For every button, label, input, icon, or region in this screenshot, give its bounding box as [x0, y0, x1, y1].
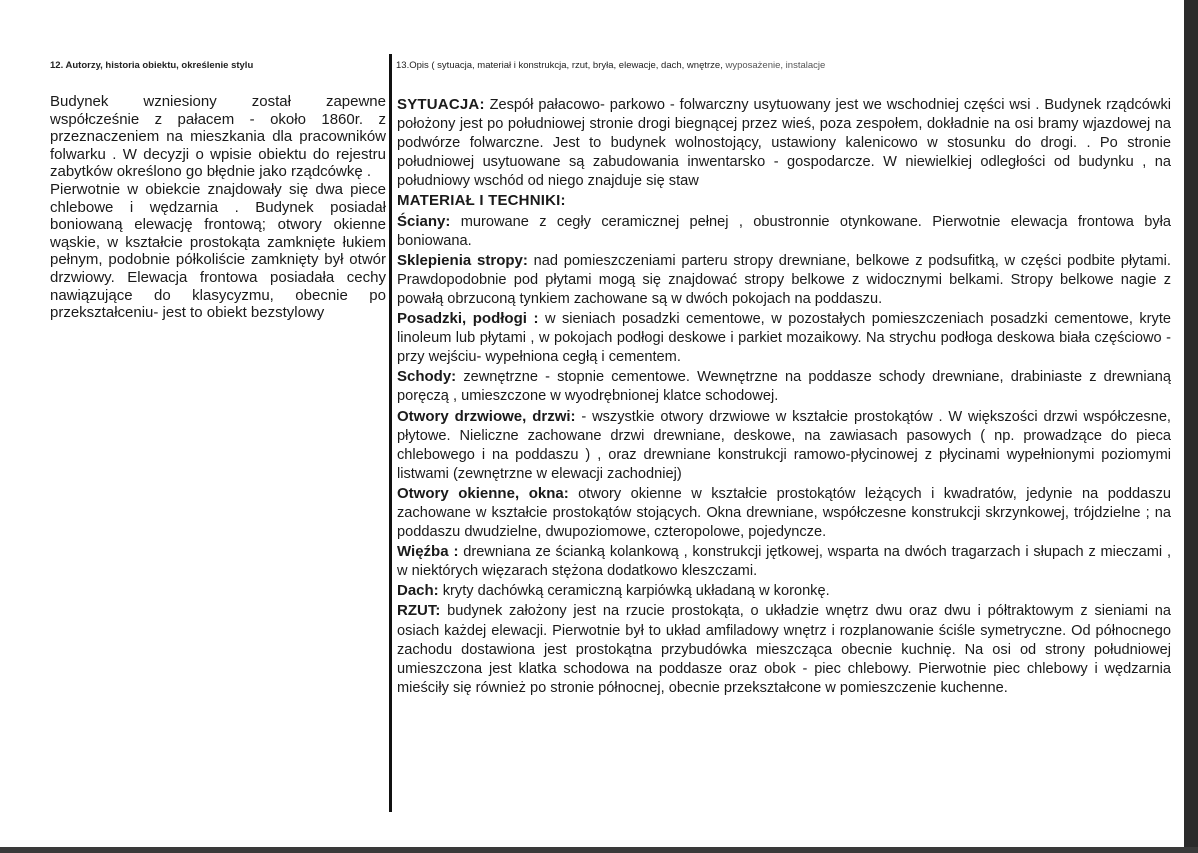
section-plan: [397, 601, 1171, 697]
section-situation: [397, 95, 1171, 191]
left-column-text: [50, 93, 386, 322]
section-text: budynek założony jest na rzucie prostokąta, o układzie wnętrz dwu oraz dwu i półtraktowym z sieniami na osiach każdej elewacji. Pierwotnie był to układ amfiladowy wnętrz i rozplanowanie ściśle symetryczne. Od północnego zachodu dostawiona jest prostokątna przybudówka mieszcząca obecnie kuchnię. Na osi od strony południowej umieszczona jest klatka schodowa na poddasze oraz obok - piec chlebowy. Pierwotnie piec chlebowy i wędzarnia mieściły się również po stronie północnej, obecnie przekształcone w pomieszczenie kuchenne.: [397, 603, 1171, 696]
section-doors: [397, 407, 1171, 484]
section-term: Dach:: [397, 582, 439, 600]
section-text: nad pomieszczeniami parteru stropy drewniane, belkowe z podsufitką, w części podbite płytami. Prawdopodobnie pod płytami mogą się znajdować stropy belkowe z widocznymi belkami. Stropy belkowe nagie z powałą obrzuconą tynkiem zachowane są w dwóch pokojach na poddaszu.: [397, 252, 1171, 307]
section-text: w sieniach posadzki cementowe, w pozostałych pomieszczeniach posadzki cementowe, kryte linoleum lub płytami , w pokojach podłogi deskowe i parkiet mozaikowy. Na strychu podłoga deskowa biała częściowo -przy wejściu- wypełniona cegłą i cementem.: [397, 311, 1171, 366]
section-term: Posadzki, podłogi :: [397, 310, 539, 328]
section-stairs: [397, 367, 1171, 406]
section-ceilings: [397, 251, 1171, 309]
right-header-light: wyposażenie, instalacje: [725, 60, 826, 71]
scan-edge-right: [1184, 0, 1198, 853]
section-text: zewnętrzne - stopnie cementowe. Wewnętrzne na poddasze schody drewniane, drabiniaste z drewnianą poręczą , umieszczone w wyodrębnionej klatce schodowej.: [397, 369, 1171, 405]
section-term: Schody:: [397, 368, 457, 386]
section-term: RZUT:: [397, 602, 441, 620]
section-text: otwory okienne w kształcie prostokątów leżących i kwadratów, jedynie na poddaszu zachowane w kształcie prostokątów stojących. Okna drewniane, współczesne konstrukcji skrzynkowej, trójdzielne ; na poddaszu dwudzielne, dwupoziomowe, czteropolowe, pojedyncze.: [397, 485, 1171, 541]
section-text: kryty dachówką ceramiczną karpiówką układaną w koronkę.: [438, 583, 830, 600]
section-term: Otwory drzwiowe, drzwi:: [397, 407, 576, 425]
section-term: Więźba :: [397, 543, 459, 561]
section-windows: [397, 484, 1171, 542]
history-paragraph-2: Pierwotnie w obiekcie znajdowały się dwa piece chlebowe i wędzarnia . Budynek posiadał boniowaną elewację frontową; otwory okienne wąskie, w kształcie prostokąta zamknięte łukiem pełnym, podobnie półkoliście zamknięty był otwór drzwiowy. Elewacja frontowa posiadała cechy nawiązujące do klasycyzmu, obecnie po przekształceniu- jest to obiekt bezstylowy: [50, 180, 386, 322]
right-column-text: [397, 95, 1171, 698]
scan-edge-bottom: [0, 847, 1198, 853]
section-walls: [397, 212, 1171, 251]
section-term: Sklepienia stropy:: [397, 251, 528, 269]
left-column-header: 12. Autorzy, historia obiektu, określenie stylu: [50, 60, 254, 71]
section-truss: [397, 542, 1171, 581]
section-text: murowane z cegły ceramicznej pełnej , obustronnie otynkowane. Pierwotnie elewacja frontowa była boniowana.: [397, 213, 1171, 249]
history-paragraph-1: Budynek wzniesiony został zapewne współcześnie z pałacem - około 1860r. z przeznaczeniem na mieszkania dla pracowników folwarku . W decyzji o wpisie obiektu do rejestru zabytków określono go błędnie jako rządcówkę .: [50, 93, 386, 181]
column-divider: [389, 54, 392, 812]
right-header-main: 13.Opis ( sytuacja, materiał i konstrukcja, rzut, bryła, elewacje, dach, wnętrze,: [396, 60, 723, 71]
section-materials: [397, 191, 1171, 211]
right-column-header: [396, 60, 825, 71]
section-roof: [397, 581, 1171, 601]
section-text: Zespół pałacowo- parkowo - folwarczny usytuowany jest we wschodniej części wsi . Budynek rządcówki położony jest po południowej stronie drogi biegnącej przez wieś, poza zespołem, dokładnie na osi bramy wjazdowej na podwórze folwarczne. Jest to budynek wolnostojący, ustawiony kalenicowo w stosunku do drogi. . Po stronie południowej usytuowane są zabudowania inwentarsko - gospodarcze. W niewielkiej odległości od budynku , na południowy wschód od niego znajduje się staw: [397, 97, 1171, 190]
section-text: drewniana ze ścianką kolankową , konstrukcji jętkowej, wsparta na dwóch tragarzach i słupach z mieczami , w niektórych więzarach stężona dodatkowo kleszczami.: [397, 544, 1171, 580]
section-term: Otwory okienne, okna:: [397, 484, 569, 502]
section-term: MATERIAŁ I TECHNIKI:: [397, 192, 566, 210]
section-term: Ściany:: [397, 212, 451, 230]
section-text: - wszystkie otwory drzwiowe w kształcie prostokątów . W większości drzwi współczesne, płytowe. Nieliczne zachowane drzwi drewniane, deskowe, na zawiasach pasowych ( np. prowadzące do pieca chlebowego i na poddaszu ) , oraz drewniane konstrukcji ramowo-płycinowej z płycinami wypełnionymi poziomymi listwami (zewnętrzne w elewacji zachodniej): [397, 408, 1171, 482]
section-term: SYTUACJA:: [397, 96, 485, 113]
section-floors: [397, 309, 1171, 367]
